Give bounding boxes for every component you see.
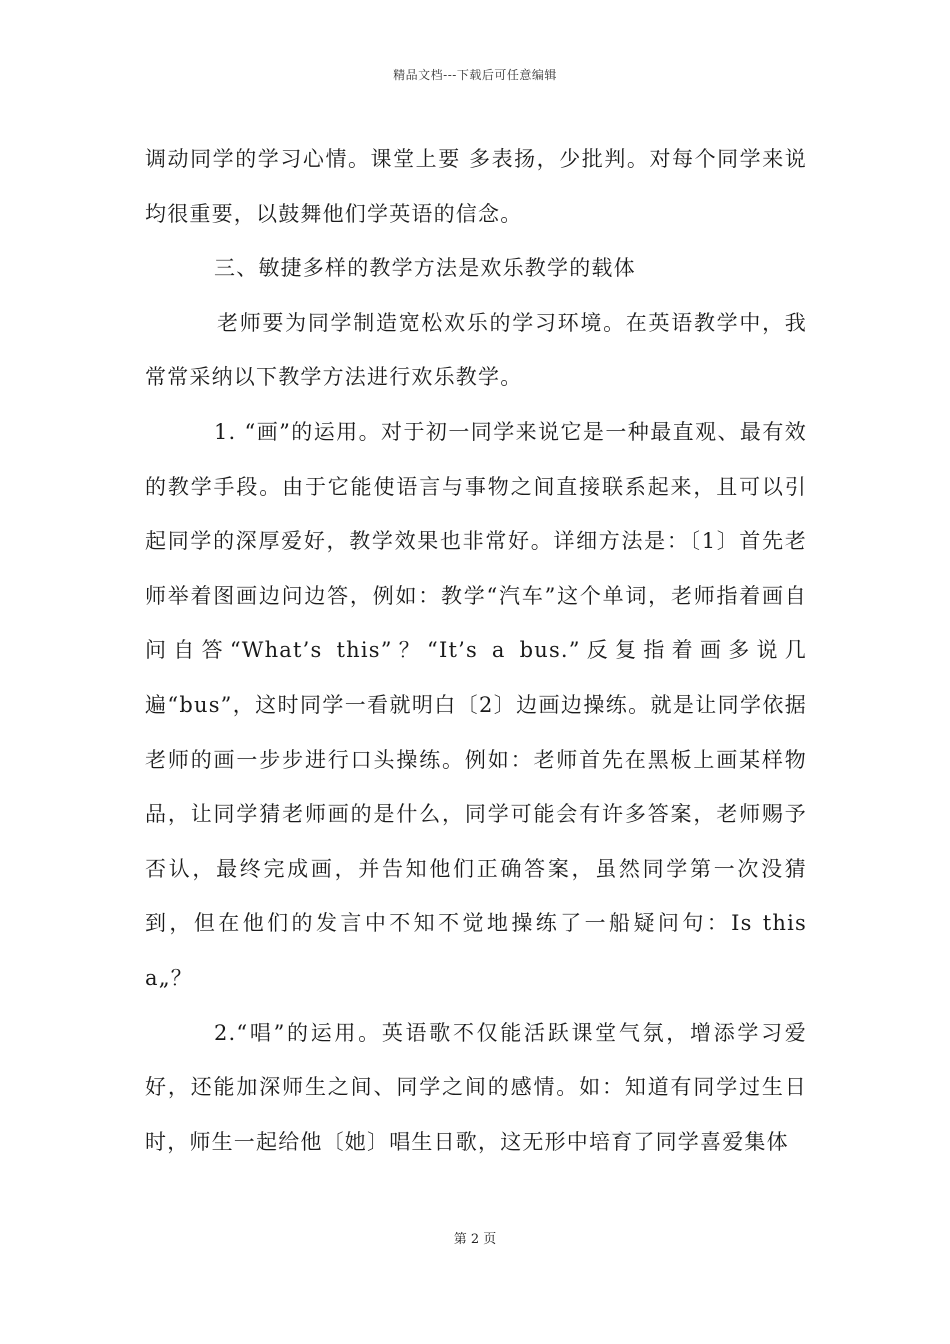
paragraph-singing: 2.“唱”的运用。英语歌不仅能活跃课堂气氛，增添学习爱好，还能加深师生之间、同学之间的感情。如：知道有同学过生日时，师生一起给他〔她〕唱生日歌，这无形中培育了同学喜爱集体 <box>145 1020 807 1154</box>
page-header: 精品文档---下载后可任意编辑 <box>393 68 557 82</box>
paragraph-intro: 老师要为同学制造宽松欢乐的学习环境。在英语教学中，我常常采纳以下教学方法进行欢乐教学。 <box>145 310 807 390</box>
paragraph-drawing: 1. “画”的运用。对于初一同学来说它是一种最直观、最有效的教学手段。由于它能使语言与事物之间直接联系起来，且可以引起同学的深厚爱好，教学效果也非常好。详细方法是：〔1〕首先老师举着图画边问边答，例如：教学“汽车”这个单词，老师指着画自问自答“What’s this”？“It’s a bus.”反复指着画多说几遍“bus”，这时同学一看就明白〔2〕边画边操练。就是让同学依据老师的画一步步进行口头操练。例如：老师首先在黑板上画某样物品，让同学猜老师画的是什么，同学可能会有许多答案，老师赐予否认，最终完成画，并告知他们正确答案，虽然同学第一次没猜到，但在他们的发言中不知不觉地操练了一船疑问句：Is this a„？ <box>145 419 807 990</box>
document-body <box>145 132 807 1169</box>
page-number: 第 2 页 <box>453 1232 497 1247</box>
section-heading: 三、敏捷多样的教学方法是欢乐教学的载体 <box>214 256 636 281</box>
paragraph-continuation: 调动同学的学习心情。课堂上要 多表扬，少批判。对每个同学来说均很重要，以鼓舞他们学英语的信念。 <box>145 147 807 226</box>
